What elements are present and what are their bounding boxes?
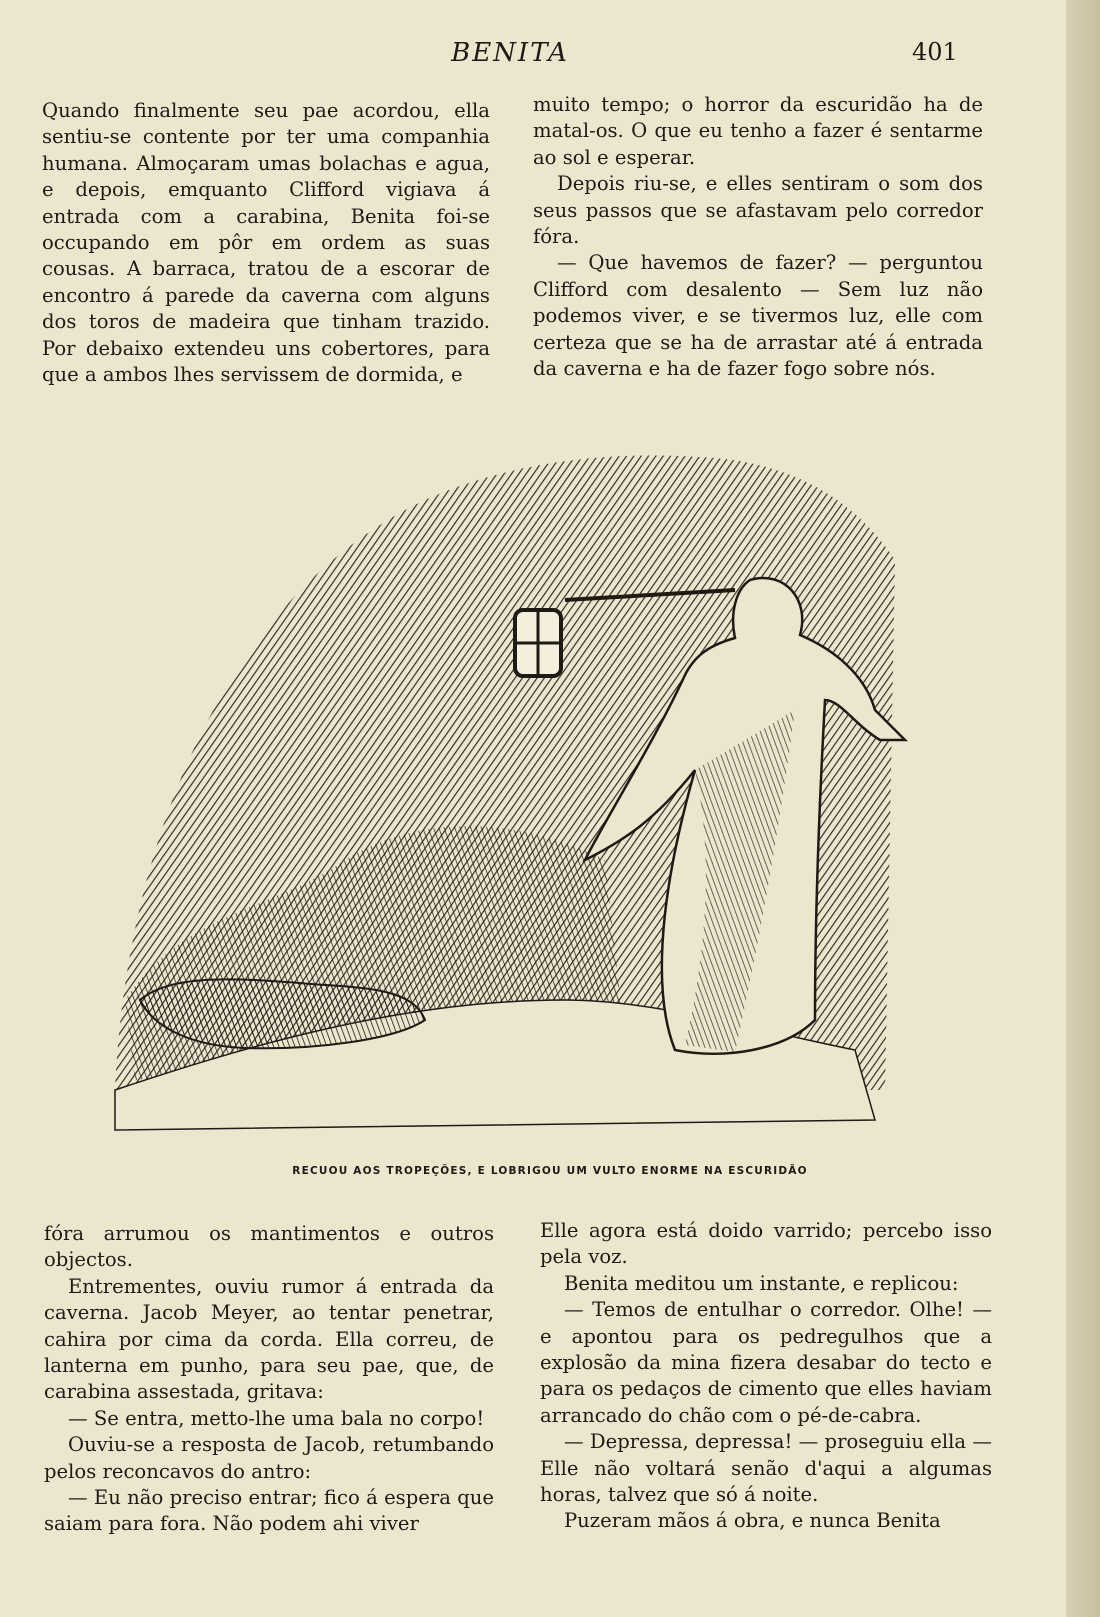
illustration-caption: RECUOU AOS TROPEÇÕES, E LOBRIGOU UM VULTO ENORME NA ESCURIDÃO [292, 1165, 808, 1177]
paragraph: Elle agora está doido varrido; percebo isso pela voz. [540, 1219, 992, 1269]
paragraph: Entrementes, ouviu rumor á entrada da caverna. Jacob Meyer, ao tentar penetrar, cahira por cima da corda. Ella correu, de lanterna em punho, para seu pae, que, de carabina assestada, gritava: [44, 1274, 494, 1404]
paragraph: fóra arrumou os mantimentos e outros objectos. [44, 1222, 494, 1272]
paragraph: Benita meditou um instante, e replicou: [564, 1271, 959, 1295]
paragraph: — Que havemos de fazer? — perguntou Clifford com desalento — Sem luz não podemos viver, e se tivermos luz, elle com certeza que se ha de arrastar até á entrada da caverna e ha de fazer fogo sobre nós. [533, 251, 983, 381]
running-title: BENITA [451, 38, 569, 68]
paragraph: Depois riu-se, e elles sentiram o som dos seus passos que se afastavam pelo corredor fóra. [533, 172, 983, 249]
paragraph: Ouviu-se a resposta de Jacob, retumbando pelos reconcavos do antro: [44, 1433, 494, 1483]
paragraph: — Eu não preciso entrar; fico á espera que saiam para fora. Não podem ahi viver [44, 1486, 494, 1536]
page-spine-edge [1066, 0, 1100, 1617]
cave-illustration [95, 440, 940, 1160]
column-bottom-right [540, 1218, 992, 1535]
paragraph: — Se entra, metto-lhe uma bala no corpo! [68, 1406, 485, 1430]
column-top-right [533, 92, 983, 382]
paragraph: Quando finalmente seu pae acordou, ella sentiu-se contente por ter uma companhia humana. Almoçaram umas bolachas e agua, e depois, emquanto Clifford vigiava á entrada com a carabina, Benita foi-se occupando em pôr em ordem as suas cousas. A barraca, tratou de a escorar de encontro á parede da caverna com alguns dos toros de madeira que tinham trazido. Por debaixo extendeu uns cobertores, para que a ambos lhes servissem de dormida, e [42, 99, 490, 387]
column-top-left [42, 98, 490, 388]
paragraph: muito tempo; o horror da escuridão ha de matal-os. O que eu tenho a fazer é sentarme ao sol e esperar. [533, 93, 983, 169]
paragraph: Puzeram mãos á obra, e nunca Benita [564, 1509, 941, 1533]
column-bottom-left [44, 1221, 494, 1538]
paragraph: — Temos de entulhar o corredor. Olhe! — e apontou para os pedregulhos que a explosão da mina fizera desabar do tecto e para os pedaços de cimento que elles haviam arrancado do chão com o pé-de-cabra. [540, 1298, 992, 1427]
paragraph: — Depressa, depressa! — proseguiu ella — Elle não voltará senão d'aqui a algumas horas, talvez que só á noite. [540, 1430, 992, 1507]
page-number: 401 [912, 38, 958, 66]
